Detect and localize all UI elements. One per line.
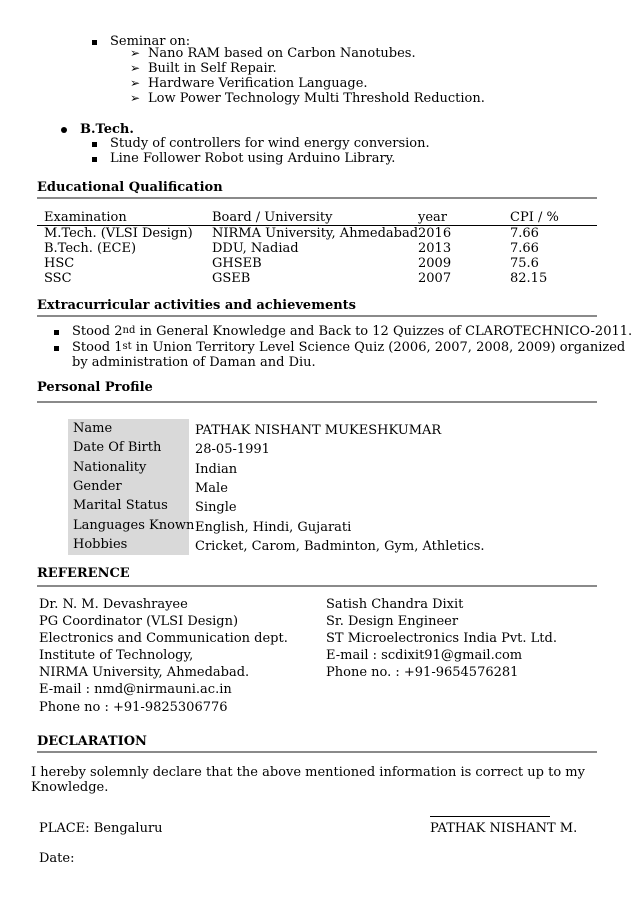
profile-label: Name — [73, 421, 113, 436]
seminar-item: Hardware Verification Language. — [148, 76, 368, 91]
arrow-bullet-icon: ➢ — [130, 91, 141, 105]
reference-left-line: E-mail : nmd@nirmauni.ac.in — [39, 682, 232, 697]
profile-label: Nationality — [73, 460, 147, 475]
achievement-text: in General Knowledge and Back to 12 Quizzes of CLAROTECHNICO-2011. — [135, 324, 633, 339]
education-col-header: Examination — [44, 210, 127, 225]
round-bullet-icon — [61, 127, 67, 133]
achievement-text: Stood 1 — [72, 340, 123, 355]
arrow-bullet-icon: ➢ — [130, 46, 141, 60]
achievement-text: Stood 2 — [72, 324, 123, 339]
declaration-text: I hereby solemnly declare that the above mentioned information is correct up to my — [31, 765, 585, 780]
education-col-header: Board / University — [212, 210, 333, 225]
education-cell: 2007 — [418, 271, 452, 286]
profile-value: Cricket, Carom, Badminton, Gym, Athletics. — [195, 539, 485, 554]
education-cell: HSC — [44, 256, 75, 271]
profile-value: Indian — [195, 462, 238, 477]
section-divider — [37, 401, 597, 403]
seminar-item: Nano RAM based on Carbon Nanotubes. — [148, 46, 416, 61]
education-cell: M.Tech. (VLSI Design) — [44, 226, 193, 241]
education-cell: NIRMA University, Ahmedabad — [212, 226, 419, 241]
declaration-text: Knowledge. — [31, 780, 109, 795]
achievement-text: by administration of Daman and Diu. — [72, 355, 316, 370]
btech-item: Line Follower Robot using Arduino Library. — [110, 151, 396, 166]
reference-left-line: Phone no : +91-9825306776 — [39, 700, 228, 715]
reference-heading: REFERENCE — [37, 566, 130, 581]
seminar-item: Low Power Technology Multi Threshold Reduction. — [148, 91, 485, 106]
profile-value: Male — [195, 481, 228, 496]
seminar-item: Built in Self Repair. — [148, 61, 277, 76]
reference-left-line: Dr. N. M. Devashrayee — [39, 597, 188, 612]
reference-right-line: Sr. Design Engineer — [326, 614, 459, 629]
profile-label: Date Of Birth — [73, 440, 162, 455]
profile-label: Marital Status — [73, 498, 168, 513]
profile-value: 28-05-1991 — [195, 442, 270, 457]
reference-right-line: ST Microelectronics India Pvt. Ltd. — [326, 631, 557, 646]
achievement-item — [72, 340, 625, 355]
education-cell: B.Tech. (ECE) — [44, 241, 137, 256]
section-divider — [37, 197, 597, 199]
education-cell: GSEB — [212, 271, 251, 286]
profile-value: Single — [195, 500, 237, 515]
profile-label: Hobbies — [73, 537, 128, 552]
signature-line — [430, 816, 550, 817]
square-bullet-icon — [92, 40, 97, 45]
education-cell: 75.6 — [510, 256, 539, 271]
signature-name: PATHAK NISHANT M. — [430, 821, 578, 836]
reference-right-line: E-mail : scdixit91@gmail.com — [326, 648, 523, 663]
declaration-heading: DECLARATION — [37, 734, 147, 749]
education-cell: GHSEB — [212, 256, 262, 271]
place-text: PLACE: Bengaluru — [39, 821, 163, 836]
square-bullet-icon — [92, 142, 97, 147]
profile-label: Gender — [73, 479, 122, 494]
section-divider — [37, 315, 597, 317]
profile-value: English, Hindi, Gujarati — [195, 520, 352, 535]
section-divider — [37, 585, 597, 587]
square-bullet-icon — [92, 157, 97, 162]
education-cell: 7.66 — [510, 226, 539, 241]
education-cell: 2016 — [418, 226, 452, 241]
date-label: Date: — [39, 851, 75, 866]
reference-right-line: Satish Chandra Dixit — [326, 597, 464, 612]
reference-right-line: Phone no. : +91-9654576281 — [326, 665, 519, 680]
arrow-bullet-icon: ➢ — [130, 61, 141, 75]
profile-value: PATHAK NISHANT MUKESHKUMAR — [195, 423, 442, 438]
square-bullet-icon — [54, 346, 59, 351]
profile-label: Languages Known — [73, 518, 195, 533]
education-cell: 82.15 — [510, 271, 548, 286]
education-cell: DDU, Nadiad — [212, 241, 299, 256]
section-divider — [37, 751, 597, 753]
reference-left-line: PG Coordinator (VLSI Design) — [39, 614, 239, 629]
arrow-bullet-icon: ➢ — [130, 76, 141, 90]
seminar-label: Seminar on: — [110, 34, 191, 49]
reference-left-line: Electronics and Communication dept. — [39, 631, 288, 646]
square-bullet-icon — [54, 330, 59, 335]
education-cell: 7.66 — [510, 241, 539, 256]
education-heading: Educational Qualification — [37, 180, 223, 195]
achievement-text: in Union Territory Level Science Quiz (2006, 2007, 2008, 2009) organized — [131, 340, 626, 355]
extracurricular-heading: Extracurricular activities and achievements — [37, 298, 356, 313]
education-cell: SSC — [44, 271, 72, 286]
achievement-item — [72, 324, 632, 339]
education-cell: 2013 — [418, 241, 452, 256]
btech-label: B.Tech. — [80, 122, 134, 137]
education-col-header: year — [418, 210, 448, 225]
ordinal-suffix: nd — [122, 325, 136, 336]
education-cell: 2009 — [418, 256, 452, 271]
profile-heading: Personal Profile — [37, 380, 153, 395]
education-col-header: CPI / % — [510, 210, 559, 225]
reference-left-line: NIRMA University, Ahmedabad. — [39, 665, 250, 680]
btech-item: Study of controllers for wind energy conversion. — [110, 136, 430, 151]
ordinal-suffix: st — [122, 341, 132, 352]
reference-left-line: Institute of Technology, — [39, 648, 194, 663]
